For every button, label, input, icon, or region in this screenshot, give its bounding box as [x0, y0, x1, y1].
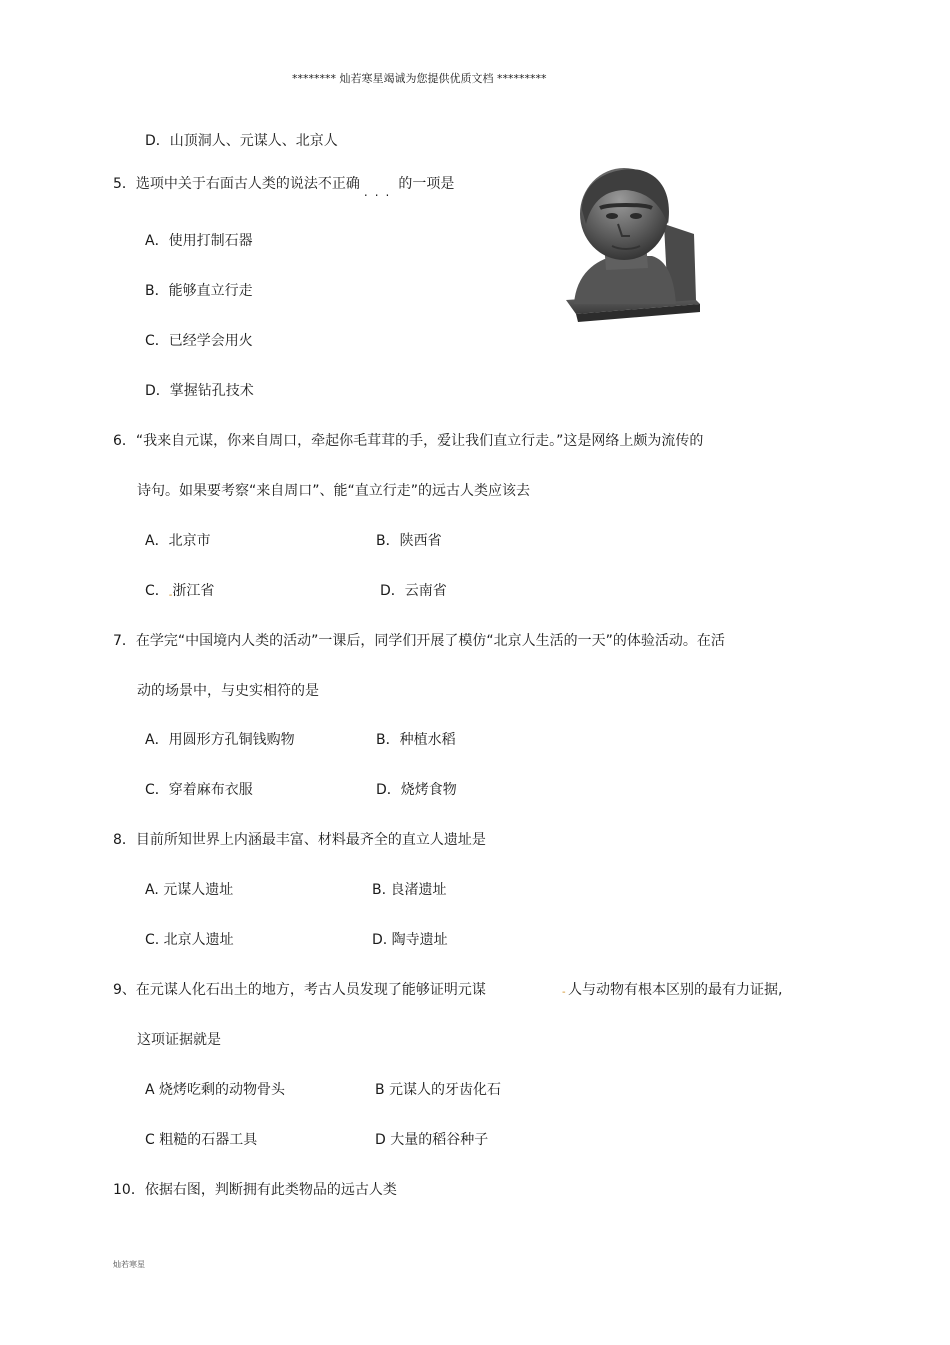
- scan-mark: -: [562, 987, 566, 998]
- scan-mark: -: [168, 590, 173, 601]
- q8-option-b: B. 良渚遗址: [372, 882, 447, 898]
- emphasis-dots: ...: [363, 185, 397, 199]
- q9-option-c: C 粗糙的石器工具: [145, 1132, 258, 1148]
- peking-man-bust-image: [556, 164, 706, 326]
- q9-option-a: A 烧烤吃剩的动物骨头: [145, 1082, 286, 1098]
- q5-stem-part2: 的一项是: [398, 176, 455, 192]
- q6-option-c: [145, 582, 214, 602]
- q5-stem: [113, 175, 455, 199]
- q7-option-b: B．种植水稻: [376, 732, 456, 748]
- q5-option-d: D．掌握钻孔技术: [145, 383, 254, 399]
- q5-option-a: A．使用打制石器: [145, 233, 253, 249]
- q7-option-a: A．用圆形方孔铜钱购物: [145, 732, 295, 748]
- q8-option-a: A. 元谋人遗址: [145, 882, 234, 898]
- q5-option-c: C．已经学会用火: [145, 333, 253, 349]
- q6-stem-line2: 诗句。如果要考察“来自周口”、能“直立行走”的远古人类应该去: [137, 483, 531, 499]
- q5-option-b: B．能够直立行走: [145, 283, 253, 299]
- q7-stem-line1: 7．在学完“中国境内人类的活动”一课后，同学们开展了模仿“北京人生活的一天”的体验活动。在活: [113, 633, 725, 649]
- q4-option-d: D．山顶洞人、元谋人、北京人: [145, 133, 338, 149]
- q7-stem-line2: 动的场景中，与史实相符的是: [137, 683, 319, 699]
- q6-option-a: A．北京市: [145, 533, 211, 549]
- q6-option-b: B．陕西省: [376, 533, 442, 549]
- q10-stem: 10．依据右图，判断拥有此类物品的远古人类: [113, 1182, 397, 1198]
- q9-option-b: B 元谋人的牙齿化石: [375, 1082, 502, 1098]
- q6-option-c-text: 浙江省: [172, 583, 215, 599]
- q6-option-d: D．云南省: [380, 583, 447, 599]
- q6-option-c-letter: C．: [145, 583, 169, 599]
- q9-option-d: D 大量的稻谷种子: [375, 1132, 489, 1148]
- q5-stem-part1: 5．选项中关于右面古人类的说法不正确: [113, 176, 360, 192]
- q6-stem-line1: 6．“我来自元谋，你来自周口，牵起你毛茸茸的手，爱让我们直立行走。”这是网络上颇为流传的: [113, 433, 704, 449]
- page-footer: 灿若寒星: [113, 1260, 145, 1269]
- q9-stem-line1-part1: 9、在元谋人化石出土的地方，考古人员发现了能够证明元谋: [113, 982, 486, 998]
- q9-stem-line2: 这项证据就是: [137, 1032, 221, 1048]
- q7-option-c: C．穿着麻布衣服: [145, 782, 253, 798]
- q8-stem: 8．目前所知世界上内涵最丰富、材料最齐全的直立人遗址是: [113, 832, 486, 848]
- page-header: ******** 灿若寒星竭诚为您提供优质文档 *********: [292, 72, 547, 85]
- q8-option-c: C. 北京人遗址: [145, 932, 234, 948]
- q7-option-d: D．烧烤食物: [376, 782, 457, 798]
- q8-option-d: D. 陶寺遗址: [372, 932, 448, 948]
- q9-stem-line1-part2: 人与动物有根本区别的最有力证据,: [568, 982, 783, 998]
